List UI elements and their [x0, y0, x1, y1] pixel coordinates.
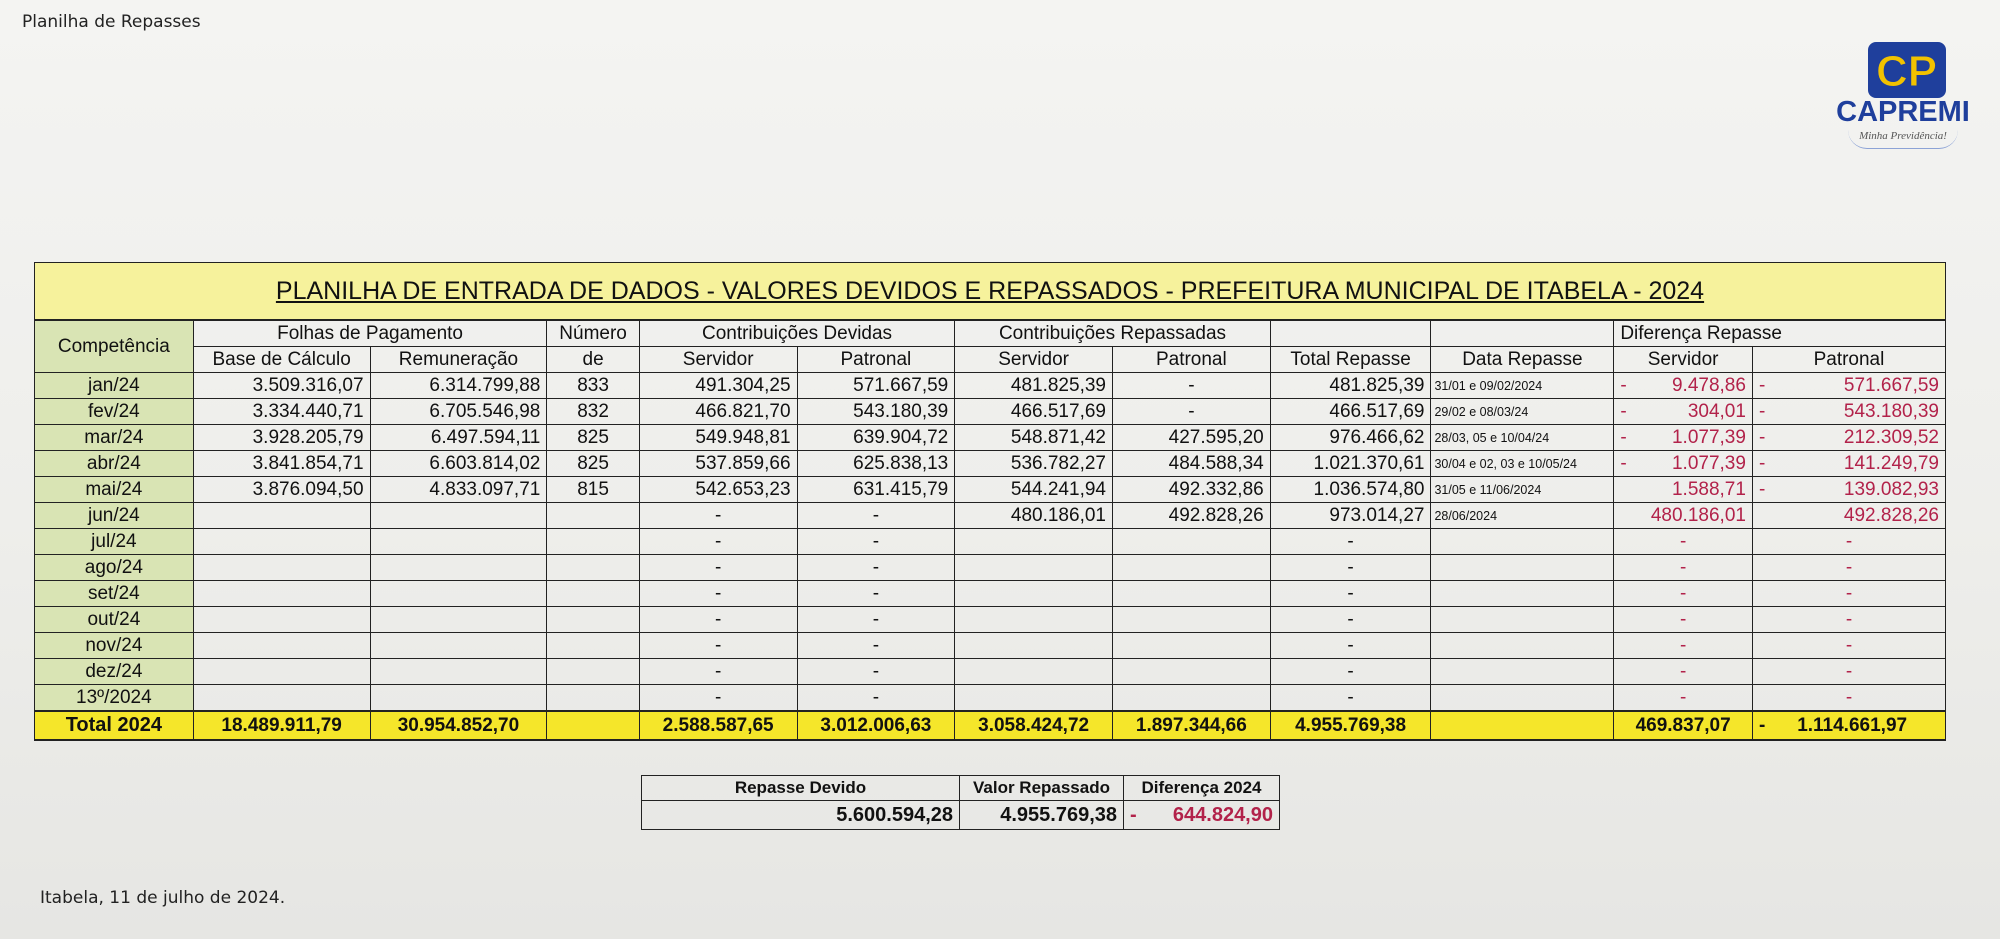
- header-numero: Número: [547, 320, 639, 347]
- cell-rep-servidor: [955, 581, 1113, 607]
- header-dev-patronal: Patronal: [797, 347, 955, 373]
- cell-dif-servidor-sign: -: [1620, 452, 1627, 474]
- header-competencia: Competência: [35, 320, 194, 373]
- cell-base: [193, 555, 370, 581]
- cell-rep-patronal: [1112, 685, 1270, 712]
- cell-data-repasse: [1431, 607, 1614, 633]
- cell-rep-patronal: [1112, 659, 1270, 685]
- header-de: de: [547, 347, 639, 373]
- header-rep-patronal: Patronal: [1112, 347, 1270, 373]
- cell-rep-servidor: [955, 685, 1113, 712]
- cell-rep-patronal: 492.332,86: [1112, 477, 1270, 503]
- cell-dif-patronal: [1752, 425, 1945, 451]
- cell-dif-patronal-value: 543.180,39: [1843, 400, 1939, 422]
- cell-dif-patronal-value: -: [1845, 582, 1853, 604]
- cell-dev-patronal: 631.415,79: [797, 477, 955, 503]
- cell-total-repasse: 1.036.574,80: [1270, 477, 1431, 503]
- cell-data-repasse: 29/02 e 08/03/24: [1431, 399, 1614, 425]
- cell-dif-servidor-sign: -: [1620, 374, 1627, 396]
- cell-dif-servidor-value: -: [1679, 556, 1687, 578]
- cell-numero: [547, 685, 639, 712]
- total-dev-patronal: 3.012.006,63: [797, 711, 955, 740]
- cell-rep-patronal: [1112, 529, 1270, 555]
- header-data-repasse: Data Repasse: [1431, 347, 1614, 373]
- total-dif-patronal: [1752, 711, 1945, 740]
- cell-dev-servidor: -: [639, 529, 797, 555]
- cell-dif-servidor-value: 1.077,39: [1671, 426, 1746, 448]
- summary-diferenca-value: 644.824,90: [1172, 803, 1273, 826]
- cell-dev-patronal: -: [797, 633, 955, 659]
- cell-rep-patronal: 427.595,20: [1112, 425, 1270, 451]
- total-label: Total 2024: [35, 711, 194, 740]
- footer-location-date: Itabela, 11 de julho de 2024.: [40, 888, 286, 908]
- cell-competencia: jul/24: [35, 529, 194, 555]
- cell-total-repasse: 973.014,27: [1270, 503, 1431, 529]
- cell-rep-patronal: -: [1112, 399, 1270, 425]
- cell-rep-patronal: [1112, 581, 1270, 607]
- cell-dif-servidor: [1614, 425, 1753, 451]
- header-folhas: Folhas de Pagamento: [193, 320, 547, 347]
- cell-dif-patronal: [1752, 659, 1945, 685]
- cell-base: [193, 659, 370, 685]
- cell-total-repasse: 466.517,69: [1270, 399, 1431, 425]
- table-row: [35, 451, 1946, 477]
- summary-header-diferenca: Diferença 2024: [1124, 776, 1280, 801]
- sheet-title: PLANILHA DE ENTRADA DE DADOS - VALORES DEVIDOS E REPASSADOS - PREFEITURA MUNICIPAL DE ITABELA - 2024: [35, 263, 1946, 321]
- total-dif-servidor: 469.837,07: [1614, 711, 1753, 740]
- cell-dev-servidor: 466.821,70: [639, 399, 797, 425]
- cell-dif-servidor: [1614, 451, 1753, 477]
- cell-competencia: abr/24: [35, 451, 194, 477]
- cell-total-repasse: -: [1270, 529, 1431, 555]
- cell-dif-servidor-value: 9.478,86: [1671, 374, 1746, 396]
- total-rep-servidor: 3.058.424,72: [955, 711, 1113, 740]
- cell-competencia: jan/24: [35, 373, 194, 399]
- cell-rep-servidor: 466.517,69: [955, 399, 1113, 425]
- cell-dev-patronal: 639.904,72: [797, 425, 955, 451]
- cell-dif-patronal-sign: -: [1758, 374, 1766, 396]
- table-row: [35, 659, 1946, 685]
- cell-dif-servidor-sign: -: [1620, 426, 1627, 448]
- cell-rep-servidor: 480.186,01: [955, 503, 1113, 529]
- cell-competencia: jun/24: [35, 503, 194, 529]
- cell-dif-patronal-value: 141.249,79: [1843, 452, 1939, 474]
- cell-dif-servidor: [1614, 607, 1753, 633]
- cell-dif-patronal: [1752, 555, 1945, 581]
- summary-diferenca: [1124, 801, 1280, 830]
- cell-remuneracao: 4.833.097,71: [370, 477, 547, 503]
- table-row: [35, 373, 1946, 399]
- cell-rep-servidor: [955, 555, 1113, 581]
- cell-dev-patronal: -: [797, 581, 955, 607]
- table-row: [35, 529, 1946, 555]
- total-dif-patronal-value: 1.114.661,97: [1797, 714, 1908, 736]
- cell-total-repasse: -: [1270, 581, 1431, 607]
- cell-dif-patronal-sign: -: [1758, 478, 1766, 500]
- cp-logo-icon: [1866, 38, 1948, 100]
- cell-dif-patronal-value: -: [1845, 530, 1853, 552]
- cell-dif-servidor-value: 480.186,01: [1650, 504, 1746, 526]
- logo-name: CAPREMI: [1836, 96, 1970, 128]
- cell-dif-patronal: [1752, 529, 1945, 555]
- cell-base: [193, 503, 370, 529]
- table-row: [35, 555, 1946, 581]
- cell-total-repasse: 1.021.370,61: [1270, 451, 1431, 477]
- cell-dif-patronal-value: 492.828,26: [1843, 504, 1939, 526]
- cell-dif-patronal-value: 139.082,93: [1843, 478, 1939, 500]
- cell-base: 3.509.316,07: [193, 373, 370, 399]
- cell-dif-servidor: [1614, 477, 1753, 503]
- total-remuneracao: 30.954.852,70: [370, 711, 547, 740]
- cell-numero: [547, 607, 639, 633]
- cell-remuneracao: [370, 555, 547, 581]
- cell-dev-servidor: -: [639, 607, 797, 633]
- cell-dif-servidor: [1614, 555, 1753, 581]
- cell-dev-servidor: -: [639, 659, 797, 685]
- cell-numero: 815: [547, 477, 639, 503]
- table-row: [35, 607, 1946, 633]
- cell-numero: 833: [547, 373, 639, 399]
- cell-dev-patronal: -: [797, 659, 955, 685]
- data-sheet: [34, 262, 1946, 741]
- cell-data-repasse: 28/03, 05 e 10/04/24: [1431, 425, 1614, 451]
- cell-dev-patronal: 543.180,39: [797, 399, 955, 425]
- header-diferenca: Diferença Repasse: [1614, 320, 1946, 347]
- cell-remuneracao: 6.314.799,88: [370, 373, 547, 399]
- cell-competencia: dez/24: [35, 659, 194, 685]
- cell-dif-patronal-value: -: [1845, 608, 1853, 630]
- cell-dif-patronal-value: -: [1845, 634, 1853, 656]
- cell-total-repasse: -: [1270, 607, 1431, 633]
- header-total-repasse: Total Repasse: [1270, 347, 1431, 373]
- cell-data-repasse: 31/01 e 09/02/2024: [1431, 373, 1614, 399]
- cell-rep-patronal: -: [1112, 373, 1270, 399]
- cell-remuneracao: [370, 633, 547, 659]
- cell-numero: [547, 503, 639, 529]
- cell-numero: [547, 659, 639, 685]
- header-dif-servidor: Servidor: [1614, 347, 1753, 373]
- cell-data-repasse: 31/05 e 11/06/2024: [1431, 477, 1614, 503]
- cell-dif-patronal: [1752, 581, 1945, 607]
- cell-base: [193, 581, 370, 607]
- cell-data-repasse: [1431, 659, 1614, 685]
- cell-data-repasse: 28/06/2024: [1431, 503, 1614, 529]
- cell-rep-servidor: 544.241,94: [955, 477, 1113, 503]
- cell-competencia: nov/24: [35, 633, 194, 659]
- cell-remuneracao: [370, 685, 547, 712]
- cell-dev-patronal: -: [797, 555, 955, 581]
- summary-diferenca-sign: -: [1130, 803, 1137, 826]
- cell-numero: 825: [547, 425, 639, 451]
- cell-data-repasse: [1431, 633, 1614, 659]
- cell-total-repasse: -: [1270, 685, 1431, 712]
- cell-rep-patronal: [1112, 633, 1270, 659]
- cell-numero: [547, 581, 639, 607]
- cell-dif-patronal-value: -: [1845, 660, 1853, 682]
- cell-remuneracao: 6.603.814,02: [370, 451, 547, 477]
- cell-dif-servidor: [1614, 399, 1753, 425]
- document-header: Planilha de Repasses: [22, 12, 201, 32]
- cell-base: 3.876.094,50: [193, 477, 370, 503]
- table-row: [35, 425, 1946, 451]
- header-dev-servidor: Servidor: [639, 347, 797, 373]
- header-blank: [1270, 320, 1431, 347]
- cell-numero: [547, 529, 639, 555]
- cell-base: 3.334.440,71: [193, 399, 370, 425]
- total-total-repasse: 4.955.769,38: [1270, 711, 1431, 740]
- cell-dif-servidor-sign: -: [1620, 400, 1627, 422]
- cell-dif-servidor-value: -: [1679, 608, 1687, 630]
- cell-dif-patronal: [1752, 477, 1945, 503]
- total-base: 18.489.911,79: [193, 711, 370, 740]
- cell-dev-patronal: -: [797, 685, 955, 712]
- cell-rep-servidor: [955, 659, 1113, 685]
- cell-rep-patronal: [1112, 607, 1270, 633]
- cell-numero: [547, 555, 639, 581]
- cell-dev-servidor: -: [639, 555, 797, 581]
- cell-dif-servidor-value: -: [1679, 686, 1687, 708]
- cell-dif-patronal: [1752, 633, 1945, 659]
- cell-rep-servidor: 481.825,39: [955, 373, 1113, 399]
- total-rep-patronal: 1.897.344,66: [1112, 711, 1270, 740]
- cell-remuneracao: [370, 659, 547, 685]
- cell-competencia: out/24: [35, 607, 194, 633]
- cell-dif-servidor-value: -: [1679, 634, 1687, 656]
- summary-header-repassado: Valor Repassado: [960, 776, 1124, 801]
- cell-dif-servidor: [1614, 633, 1753, 659]
- cell-dif-patronal-sign: -: [1758, 452, 1766, 474]
- cell-dif-servidor: [1614, 659, 1753, 685]
- logo-tagline: Minha Previdência!: [1848, 130, 1958, 149]
- total-data: [1431, 711, 1614, 740]
- total-row: [35, 711, 1946, 740]
- cell-dev-servidor: -: [639, 633, 797, 659]
- cell-remuneracao: [370, 607, 547, 633]
- cell-total-repasse: 481.825,39: [1270, 373, 1431, 399]
- svg-text:CP: CP: [1876, 47, 1938, 96]
- cell-dif-patronal-value: -: [1845, 686, 1853, 708]
- total-dif-patronal-sign: -: [1758, 714, 1766, 736]
- header-blank: [1431, 320, 1614, 347]
- cell-dif-servidor-value: 1.077,39: [1671, 452, 1746, 474]
- cell-competencia: mar/24: [35, 425, 194, 451]
- summary-header-devido: Repasse Devido: [642, 776, 960, 801]
- table-row: [35, 477, 1946, 503]
- cell-competencia: ago/24: [35, 555, 194, 581]
- cell-dif-servidor-value: -: [1679, 530, 1687, 552]
- cell-dif-servidor-value: 304,01: [1687, 400, 1746, 422]
- total-numero: [547, 711, 639, 740]
- capremi-logo: [1818, 38, 1988, 158]
- cell-competencia: 13º/2024: [35, 685, 194, 712]
- cell-dif-patronal: [1752, 503, 1945, 529]
- cell-dif-servidor: [1614, 685, 1753, 712]
- cell-dif-patronal: [1752, 399, 1945, 425]
- cell-dif-patronal-sign: -: [1758, 400, 1766, 422]
- cell-base: [193, 607, 370, 633]
- cell-data-repasse: [1431, 529, 1614, 555]
- header-base: Base de Cálculo: [193, 347, 370, 373]
- cell-dev-patronal: 625.838,13: [797, 451, 955, 477]
- cell-dev-servidor: -: [639, 685, 797, 712]
- cell-data-repasse: [1431, 581, 1614, 607]
- cell-dif-patronal: [1752, 607, 1945, 633]
- cell-competencia: set/24: [35, 581, 194, 607]
- cell-dif-servidor-value: 1.588,71: [1671, 478, 1746, 500]
- cell-dev-servidor: 491.304,25: [639, 373, 797, 399]
- cell-rep-servidor: 536.782,27: [955, 451, 1113, 477]
- cell-base: [193, 685, 370, 712]
- cell-data-repasse: 30/04 e 02, 03 e 10/05/24: [1431, 451, 1614, 477]
- cell-dev-servidor: -: [639, 581, 797, 607]
- cell-numero: [547, 633, 639, 659]
- repasses-table: [34, 262, 1946, 741]
- cell-total-repasse: -: [1270, 633, 1431, 659]
- cell-dif-patronal-value: 571.667,59: [1843, 374, 1939, 396]
- cell-numero: 825: [547, 451, 639, 477]
- cell-rep-patronal: 492.828,26: [1112, 503, 1270, 529]
- cell-numero: 832: [547, 399, 639, 425]
- cell-dif-servidor-value: -: [1679, 660, 1687, 682]
- table-row: [35, 399, 1946, 425]
- total-dev-servidor: 2.588.587,65: [639, 711, 797, 740]
- cell-dev-patronal: -: [797, 607, 955, 633]
- cell-remuneracao: [370, 529, 547, 555]
- cell-data-repasse: [1431, 685, 1614, 712]
- cell-total-repasse: -: [1270, 555, 1431, 581]
- cell-dev-servidor: -: [639, 503, 797, 529]
- cell-rep-servidor: [955, 633, 1113, 659]
- cell-base: [193, 633, 370, 659]
- cell-rep-patronal: [1112, 555, 1270, 581]
- cell-dif-servidor: [1614, 581, 1753, 607]
- cell-dif-patronal: [1752, 451, 1945, 477]
- cell-dif-patronal-value: -: [1845, 556, 1853, 578]
- cell-competencia: mai/24: [35, 477, 194, 503]
- cell-dif-patronal-value: 212.309,52: [1843, 426, 1939, 448]
- cell-base: 3.841.854,71: [193, 451, 370, 477]
- summary-table: [641, 775, 1280, 830]
- header-repassadas: Contribuições Repassadas: [955, 320, 1270, 347]
- cell-dif-servidor-value: -: [1679, 582, 1687, 604]
- header-remuneracao: Remuneração: [370, 347, 547, 373]
- cell-dev-servidor: 549.948,81: [639, 425, 797, 451]
- cell-rep-servidor: [955, 607, 1113, 633]
- cell-dev-patronal: 571.667,59: [797, 373, 955, 399]
- cell-total-repasse: 976.466,62: [1270, 425, 1431, 451]
- cell-data-repasse: [1431, 555, 1614, 581]
- cell-dif-servidor: [1614, 373, 1753, 399]
- cell-dev-patronal: -: [797, 529, 955, 555]
- cell-rep-servidor: 548.871,42: [955, 425, 1113, 451]
- cell-base: [193, 529, 370, 555]
- summary-repassado: 4.955.769,38: [960, 801, 1124, 830]
- cell-rep-patronal: 484.588,34: [1112, 451, 1270, 477]
- cell-base: 3.928.205,79: [193, 425, 370, 451]
- table-row: [35, 633, 1946, 659]
- cell-dev-patronal: -: [797, 503, 955, 529]
- cell-rep-servidor: [955, 529, 1113, 555]
- cell-remuneracao: [370, 581, 547, 607]
- cell-dif-patronal: [1752, 685, 1945, 712]
- cell-dif-servidor: [1614, 529, 1753, 555]
- cell-remuneracao: 6.705.546,98: [370, 399, 547, 425]
- header-rep-servidor: Servidor: [955, 347, 1113, 373]
- summary-devido: 5.600.594,28: [642, 801, 960, 830]
- table-row: [35, 503, 1946, 529]
- cell-dif-servidor: [1614, 503, 1753, 529]
- cell-dev-servidor: 537.859,66: [639, 451, 797, 477]
- cell-remuneracao: [370, 503, 547, 529]
- cell-total-repasse: -: [1270, 659, 1431, 685]
- header-devidas: Contribuições Devidas: [639, 320, 954, 347]
- cell-competencia: fev/24: [35, 399, 194, 425]
- cell-dev-servidor: 542.653,23: [639, 477, 797, 503]
- cell-dif-patronal: [1752, 373, 1945, 399]
- header-dif-patronal: Patronal: [1752, 347, 1945, 373]
- table-row: [35, 685, 1946, 712]
- cell-dif-patronal-sign: -: [1758, 426, 1766, 448]
- table-row: [35, 581, 1946, 607]
- sheet-body: [35, 373, 1946, 712]
- cell-remuneracao: 6.497.594,11: [370, 425, 547, 451]
